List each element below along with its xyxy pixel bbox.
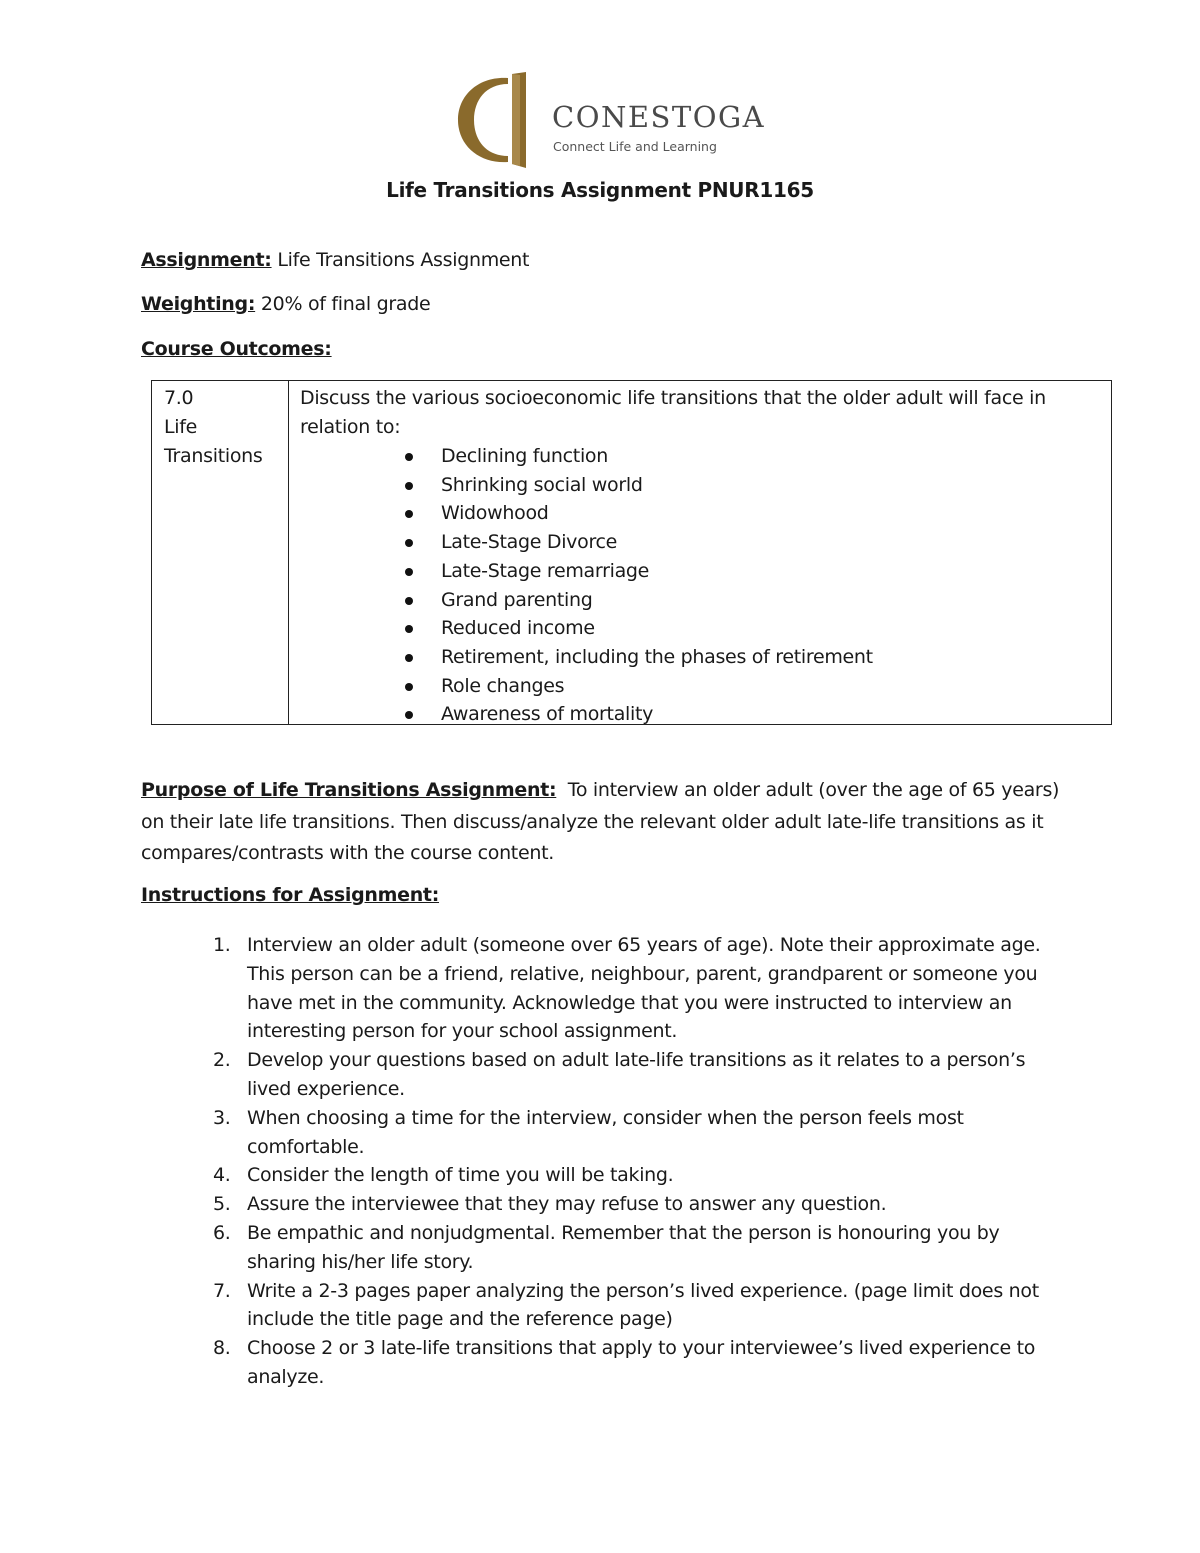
list-item: 2. Develop your questions based on adult late-life transitions as it relates to a person’s lived experience. (213, 1049, 1026, 1100)
table-divider (288, 381, 289, 724)
bullet-icon (405, 654, 413, 662)
outcome-intro: Discuss the various socioeconomic life transitions that the older adult will face in relation to: (300, 387, 1046, 438)
purpose-paragraph (141, 775, 1071, 870)
bullet-icon (405, 453, 413, 461)
outcome-name-line1: Life (164, 416, 198, 438)
instructions-heading (141, 884, 439, 906)
instructions-list (141, 931, 1071, 1392)
bullet-icon (405, 683, 413, 691)
outcome-code-cell (164, 384, 262, 471)
list-item: 6. Be empathic and nonjudgmental. Remember that the person is honouring you by sharing his/her life story. (213, 1221, 1000, 1273)
list-item: Widowhood (300, 499, 1100, 528)
assignment-label: Assignment: (141, 249, 272, 271)
purpose-label: Purpose of Life Transitions Assignment: (141, 779, 557, 801)
bullet-icon (405, 711, 413, 719)
bullet-icon (405, 568, 413, 576)
instructions-label: Instructions for Assignment: (141, 884, 440, 906)
outcome-bullet-list (300, 442, 1100, 729)
list-item: Retirement, including the phases of retirement (300, 643, 1100, 672)
outcomes-table (151, 380, 1112, 725)
list-item: Grand parenting (300, 586, 1100, 615)
page-title: Life Transitions Assignment PNUR1165 (386, 178, 814, 202)
list-item: Declining function (300, 442, 1100, 471)
list-item: Reduced income (300, 614, 1100, 643)
list-item: 8. Choose 2 or 3 late-life transitions that apply to your interviewee’s lived experience to analyze. (213, 1337, 1036, 1388)
list-item: Role changes (300, 672, 1100, 701)
list-item: Late-Stage remarriage (300, 557, 1100, 586)
course-outcomes-heading (141, 338, 332, 360)
purpose-text: To interview an older adult (over the age of 65 years) on their late life transitions. Then discuss/analyze the relevant older adult late-life transitions as it compares/contrasts with the course content. (141, 779, 1060, 864)
bullet-icon (405, 482, 413, 490)
bullet-icon (405, 597, 413, 605)
bullet-icon (405, 625, 413, 633)
list-item: 1. Interview an older adult (someone over 65 years of age). Note their approximate age. This person can be a friend, relative, neighbour, parent, grandparent or someone you have met in the community. Acknowledge that you were instructed to interview an interesting person for your school assignment. (213, 934, 1041, 1043)
list-item: 3. When choosing a time for the interview, consider when the person feels most comfortable. (213, 1106, 964, 1158)
list-item: Awareness of mortality (300, 700, 1100, 729)
conestoga-c-icon (450, 72, 530, 168)
list-item: 5. Assure the interviewee that they may refuse to answer any question. (213, 1193, 887, 1216)
list-item: 7. Write a 2-3 pages paper analyzing the person’s lived experience. (page limit does not include the title page and the reference page) (213, 1279, 1039, 1331)
outcome-name-line2: Transitions (164, 445, 263, 467)
weighting-field (141, 293, 430, 315)
list-item: 4. Consider the length of time you will be taking. (213, 1164, 674, 1187)
weighting-label: Weighting: (141, 293, 256, 315)
logo-wordmark: CONESTOGA (552, 100, 766, 134)
weighting-value: 20% of final grade (260, 293, 431, 315)
outcome-code: 7.0 (164, 387, 194, 409)
list-item: Shrinking social world (300, 471, 1100, 500)
bullet-icon (405, 510, 413, 518)
assignment-field (141, 249, 529, 271)
logo-tagline: Connect Life and Learning (553, 139, 717, 154)
assignment-value: Life Transitions Assignment (277, 249, 530, 271)
outcome-description-cell (300, 384, 1100, 729)
bullet-icon (405, 539, 413, 547)
list-item: Late-Stage Divorce (300, 528, 1100, 557)
conestoga-logo (450, 72, 766, 168)
course-outcomes-label: Course Outcomes: (141, 338, 332, 360)
